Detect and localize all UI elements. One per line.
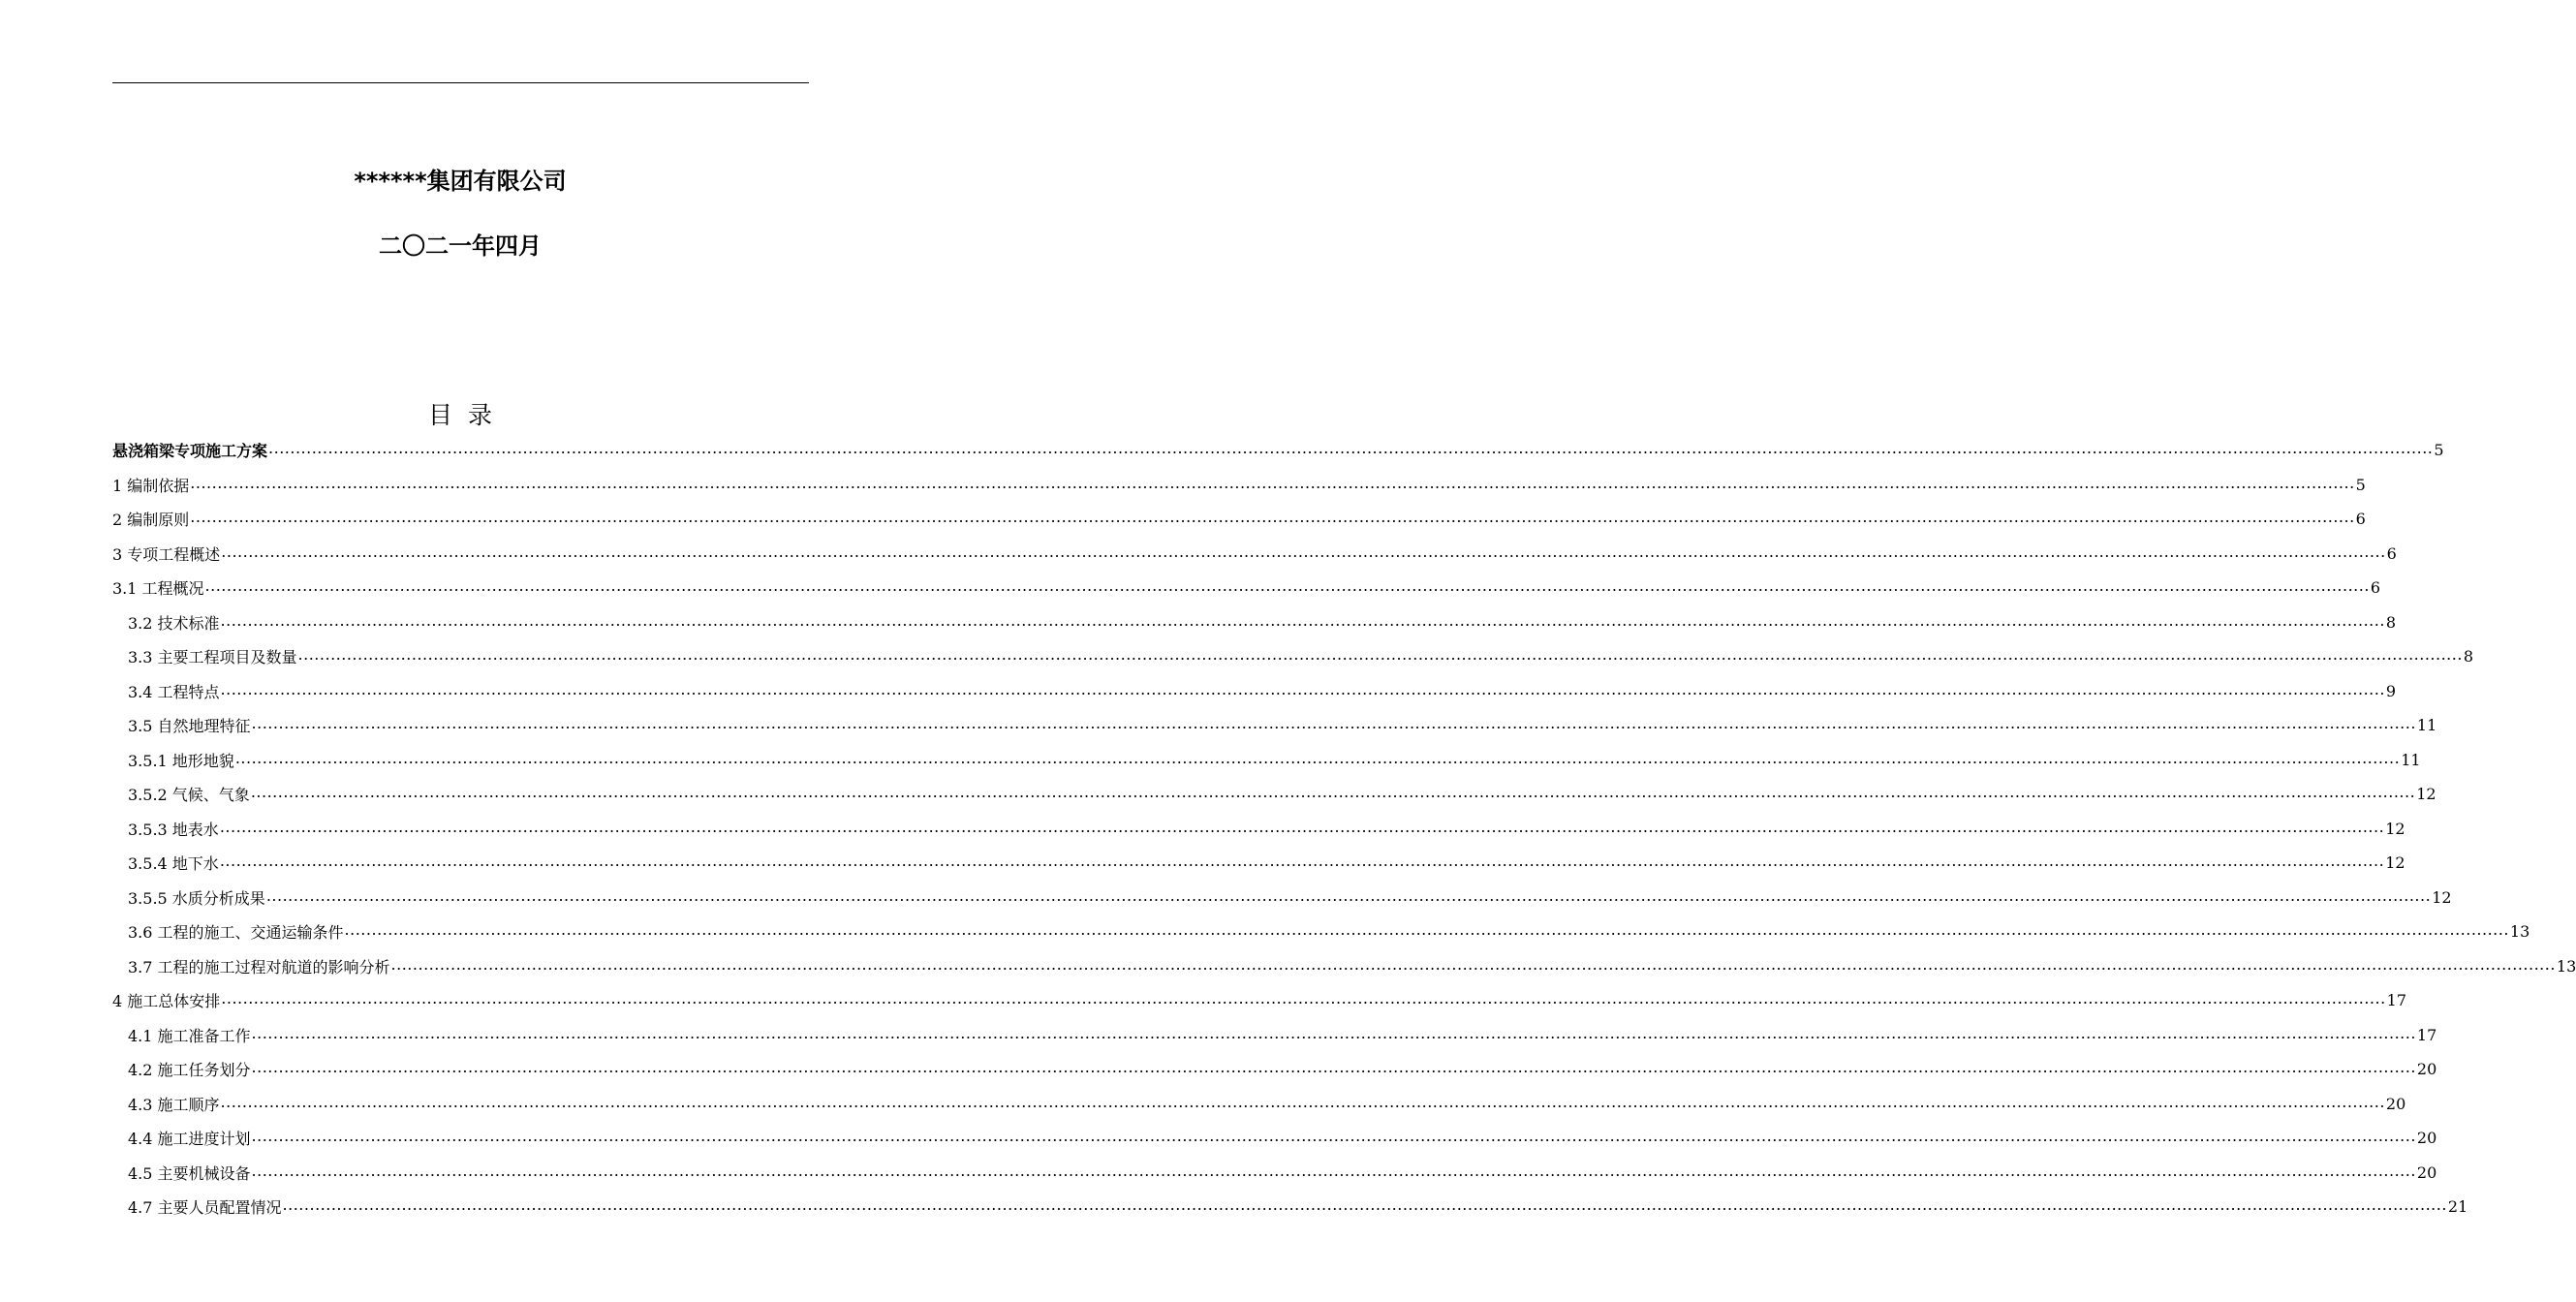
toc-entry-title: 3.1 工程概况 (112, 579, 204, 599)
toc-entry-title: 3.5.3 地表水 (128, 820, 219, 839)
toc-leader-dots: ................................................................................................................................................................................................................................................................................................................................................................................................................ (390, 954, 2556, 974)
toc-entry-page: 6 (2370, 578, 2381, 598)
document-date: 二〇二一年四月 (379, 232, 542, 260)
toc-entry[interactable] (112, 1018, 2437, 1053)
toc-entry-title: 1 编制依据 (112, 476, 190, 495)
toc-entry-title: 4.5 主要机械设备 (128, 1163, 251, 1183)
toc-entry-title: 4.7 主要人员配置情况 (128, 1198, 282, 1218)
toc-entry-page: 6 (2355, 510, 2366, 529)
company-name: ******集团有限公司 (354, 168, 567, 195)
toc-entry-page: 9 (2385, 681, 2397, 700)
toc-entry-page: 5 (2355, 475, 2366, 494)
toc-title: 目录 (427, 401, 508, 429)
toc-entry-title: 3.6 工程的施工、交通运输条件 (128, 923, 344, 943)
toc-entry[interactable] (112, 571, 2381, 605)
toc-entry[interactable] (112, 812, 2405, 847)
toc-entry[interactable] (112, 605, 2397, 640)
toc-entry-page: 20 (2385, 1094, 2406, 1113)
toc-entry-title: 3.5.2 气候、气象 (128, 786, 250, 805)
toc-entry-title: 3.5.1 地形地貌 (128, 751, 234, 770)
toc-entry[interactable] (112, 1087, 2406, 1122)
toc-entry[interactable] (112, 949, 2576, 984)
toc-leader-dots: ................................................................................................................................................................................................................................................................................................................................................................................................................ (251, 714, 2416, 733)
header-rule (112, 82, 809, 83)
toc-leader-dots: ................................................................................................................................................................................................................................................................................................................................................................................................................ (220, 610, 2385, 630)
toc-entry-title: 悬浇箱梁专项施工方案 (112, 442, 268, 461)
toc-entry-title: 4.3 施工顺序 (128, 1095, 220, 1114)
toc-entry-page: 11 (2401, 750, 2421, 769)
toc-leader-dots: ................................................................................................................................................................................................................................................................................................................................................................................................................ (190, 508, 2355, 527)
toc-entry-page: 12 (2385, 819, 2405, 838)
toc-leader-dots: ................................................................................................................................................................................................................................................................................................................................................................................................................ (220, 679, 2385, 698)
toc-entry-page: 17 (2386, 991, 2407, 1010)
toc-leader-dots: ................................................................................................................................................................................................................................................................................................................................................................................................................ (221, 989, 2386, 1008)
toc-entry-page: 8 (2463, 647, 2474, 666)
toc-entry-page: 12 (2416, 785, 2436, 804)
toc-entry-title: 3.7 工程的施工过程对航道的影响分析 (128, 957, 390, 976)
toc-entry-title: 3.3 主要工程项目及数量 (128, 648, 297, 667)
toc-leader-dots: ................................................................................................................................................................................................................................................................................................................................................................................................................ (250, 783, 2416, 802)
toc-entry-title: 3.2 技术标准 (128, 613, 220, 633)
toc-leader-dots: ................................................................................................................................................................................................................................................................................................................................................................................................................ (251, 1127, 2416, 1146)
toc-leader-dots: ................................................................................................................................................................................................................................................................................................................................................................................................................ (251, 1023, 2416, 1042)
toc-entry-title: 4.4 施工进度计划 (128, 1130, 251, 1149)
table-of-contents (112, 433, 2576, 1224)
toc-entry[interactable] (112, 502, 2366, 537)
toc-leader-dots: ................................................................................................................................................................................................................................................................................................................................................................................................................ (219, 817, 2385, 836)
toc-entry-title: 2 编制原则 (112, 511, 190, 530)
toc-entry[interactable] (112, 1052, 2437, 1087)
toc-entry-page: 12 (2385, 853, 2405, 873)
toc-leader-dots: ................................................................................................................................................................................................................................................................................................................................................................................................................ (265, 885, 2432, 905)
toc-leader-dots: ................................................................................................................................................................................................................................................................................................................................................................................................................ (251, 1058, 2416, 1077)
toc-leader-dots: ................................................................................................................................................................................................................................................................................................................................................................................................................ (234, 748, 2401, 767)
toc-entry[interactable] (112, 743, 2421, 778)
toc-entry[interactable] (112, 846, 2405, 881)
toc-entry-page: 13 (2556, 956, 2576, 976)
toc-entry-page: 8 (2385, 612, 2397, 632)
toc-entry[interactable] (112, 1190, 2468, 1224)
toc-entry[interactable] (112, 914, 2530, 949)
toc-entry-title: 3.5.5 水质分析成果 (128, 888, 265, 908)
toc-leader-dots: ................................................................................................................................................................................................................................................................................................................................................................................................................ (219, 852, 2385, 871)
toc-entry-page: 20 (2416, 1060, 2437, 1079)
toc-entry[interactable] (112, 881, 2452, 915)
toc-entry-page: 13 (2509, 922, 2530, 942)
toc-leader-dots: ................................................................................................................................................................................................................................................................................................................................................................................................................ (344, 920, 2509, 940)
toc-entry-title: 3 专项工程概述 (112, 544, 221, 564)
toc-leader-dots: ................................................................................................................................................................................................................................................................................................................................................................................................................ (251, 1161, 2416, 1180)
toc-leader-dots: ................................................................................................................................................................................................................................................................................................................................................................................................................ (221, 542, 2386, 561)
toc-entry-title: 4 施工总体安排 (112, 992, 221, 1011)
toc-leader-dots: ................................................................................................................................................................................................................................................................................................................................................................................................................ (204, 576, 2370, 596)
toc-entry-title: 4.2 施工任务划分 (128, 1061, 251, 1080)
toc-leader-dots: ................................................................................................................................................................................................................................................................................................................................................................................................................ (297, 645, 2463, 665)
toc-entry-page: 11 (2416, 716, 2437, 735)
toc-leader-dots: ................................................................................................................................................................................................................................................................................................................................................................................................................ (268, 439, 2434, 458)
toc-entry-page: 6 (2386, 543, 2397, 563)
toc-entry[interactable] (112, 468, 2366, 503)
toc-entry-page: 20 (2416, 1129, 2437, 1148)
toc-entry[interactable] (112, 674, 2397, 709)
toc-leader-dots: ................................................................................................................................................................................................................................................................................................................................................................................................................ (282, 1195, 2447, 1215)
toc-entry[interactable] (112, 537, 2397, 572)
toc-entry-page: 5 (2434, 441, 2444, 460)
toc-entry-title: 3.4 工程特点 (128, 682, 220, 701)
toc-entry[interactable] (112, 983, 2407, 1018)
toc-entry[interactable] (112, 777, 2436, 812)
toc-entry-page: 17 (2416, 1025, 2437, 1044)
toc-entry-page: 20 (2416, 1162, 2437, 1182)
toc-entry[interactable] (112, 639, 2474, 674)
toc-entry[interactable] (112, 708, 2437, 743)
toc-entry[interactable] (112, 1121, 2437, 1156)
toc-leader-dots: ................................................................................................................................................................................................................................................................................................................................................................................................................ (190, 473, 2355, 492)
toc-entry-title: 3.5.4 地下水 (128, 854, 219, 874)
toc-entry-page: 21 (2447, 1197, 2468, 1217)
toc-entry-page: 12 (2432, 887, 2452, 907)
toc-entry-title: 4.1 施工准备工作 (128, 1026, 251, 1045)
toc-entry[interactable] (112, 433, 2444, 468)
toc-entry[interactable] (112, 1156, 2437, 1191)
toc-entry-title: 3.5 自然地理特征 (128, 717, 251, 736)
toc-leader-dots: ................................................................................................................................................................................................................................................................................................................................................................................................................ (220, 1092, 2385, 1111)
